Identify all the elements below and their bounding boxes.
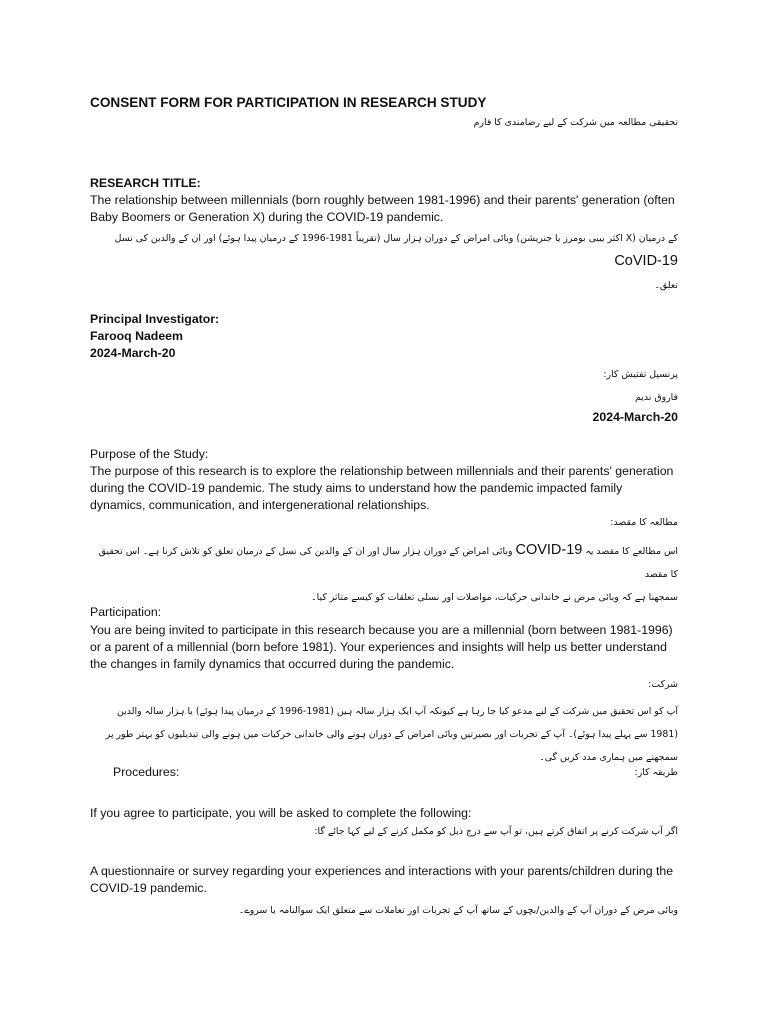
procedures-label: Procedures: xyxy=(113,765,180,779)
research-title-label: RESEARCH TITLE: xyxy=(90,176,201,190)
purpose-label-urdu: مطالعہ کا مقصد: xyxy=(610,517,678,528)
purpose-urdu-line2: سمجھنا ہے کہ وبائی مرض نے خاندانی حرکیات، مواصلات اور نسلی تعلقات کو کیسے متاثر کیا۔ xyxy=(311,592,678,603)
research-title-urdu-part2: تعلق۔ xyxy=(654,280,678,291)
participation-urdu: آپ کو اس تحقیق میں شرکت کے لیے مدعو کیا جا رہا ہے کیونکہ آپ ایک ہزار سالہ ہیں (1981-1996 کے درمیان پیدا ہوئے) یا ہزار سالہ والدین (1981 سے پہلے پیدا ہوئے)۔ آپ کے تجربات اور بصیرتیں وبائی امراض کے دوران ہونے والی خاندانی حرکیات میں ہونے والی تبدیلیوں کو بہتر طور پر سمجھنے میں ہماری مدد کریں گی۔ xyxy=(105,706,678,763)
questionnaire-text: A questionnaire or survey regarding your experiences and interactions with your parents/children during the COVID-19 pandemic. xyxy=(90,864,674,895)
pi-date: 2024-March-20 xyxy=(90,346,176,360)
agree-text: If you agree to participate, you will be asked to complete the following: xyxy=(90,806,472,820)
purpose-text: The purpose of this research is to explore the relationship between millennials and their parents' generation during the COVID-19 pandemic. The study aims to understand how the pandemic impacted family dynamics, communication, and intergenerational relationships. xyxy=(90,464,674,512)
purpose-urdu-part1: اس مطالعے کا مقصد یہ xyxy=(585,546,678,557)
pi-name-urdu: فاروق ندیم xyxy=(634,392,678,403)
procedures-label-urdu: طریقہ کار: xyxy=(634,767,678,778)
participation-label: Participation: xyxy=(90,605,162,619)
purpose-urdu xyxy=(90,539,678,609)
research-title-urdu-covid: CoVID-19 xyxy=(614,253,678,269)
agree-urdu: اگر آپ شرکت کرنے پر اتفاق کرتے ہیں، تو آپ سے درج ذیل کو مکمل کرنے کے لیے کہا جائے گا: xyxy=(314,826,678,837)
pi-label: Principal Investigator: xyxy=(90,312,220,326)
form-title: CONSENT FORM FOR PARTICIPATION IN RESEARCH STUDY xyxy=(90,95,487,110)
form-title-urdu: تحقیقی مطالعہ میں شرکت کے لیے رضامندی کا فارم xyxy=(473,117,678,128)
pi-name: Farooq Nadeem xyxy=(90,329,183,343)
questionnaire-urdu: وبائی مرض کے دوران آپ کے والدین/بچوں کے ساتھ آپ کے تجربات اور تعاملات سے متعلق ایک سوالنامہ یا سروے۔ xyxy=(238,905,678,916)
purpose-urdu-covid: COVID-19 xyxy=(515,542,583,558)
research-title-urdu xyxy=(90,227,678,297)
participation-text: You are being invited to participate in this research because you are a millennial (born between 1981-1996) or a parent of a millennial (born before 1981). Your experiences and insights will help us better understand the changes in family dynamics that occurred during the pandemic. xyxy=(90,623,673,671)
research-title-text: The relationship between millennials (born roughly between 1981-1996) and their parents' generation (often Baby Boomers or Generation X) during the COVID-19 pandemic. xyxy=(90,193,675,224)
research-title-urdu-part1: کے درمیان (X اکثر بیبی بومرز یا جنریشن) وبائی امراض کے دوران ہزار سال (تقریباً 1981-1996 کے درمیان پیدا ہوئے) اور ان کے والدین کی نسل xyxy=(114,233,678,244)
participation-label-urdu: شرکت: xyxy=(648,679,678,690)
pi-date-urdu: 2024-March-20 xyxy=(592,410,678,424)
purpose-label: Purpose of the Study: xyxy=(90,447,209,461)
purpose-urdu-part2: وبائی امراض کے دوران ہزار سال اور ان کے والدین کی نسل کے درمیان تعلق کو تلاش کرنا ہے۔ اس تحقیق کا مقصد xyxy=(98,546,678,580)
pi-label-urdu: پرنسپل تفتیش کار: xyxy=(603,369,678,380)
